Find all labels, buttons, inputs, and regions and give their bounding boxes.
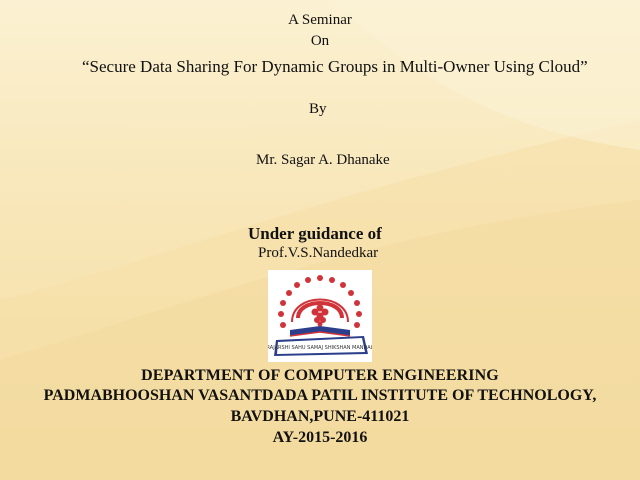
seminar-title: “Secure Data Sharing For Dynamic Groups in Multi-Owner Using Cloud” bbox=[82, 57, 588, 76]
institute-address: BAVDHAN,PUNE-411021 bbox=[230, 408, 410, 425]
guidance-label: Under guidance of bbox=[248, 224, 382, 243]
guide-name: Prof.V.S.Nandedkar bbox=[258, 245, 379, 261]
on-line: On bbox=[310, 33, 330, 49]
academic-year: AY-2015-2016 bbox=[272, 429, 368, 446]
seminar-heading: A Seminar bbox=[288, 12, 352, 28]
presenter-name: Mr. Sagar A. Dhanake bbox=[256, 152, 390, 168]
institute-logo-icon bbox=[268, 270, 372, 362]
department-name: DEPARTMENT OF COMPUTER ENGINEERING bbox=[141, 367, 499, 384]
by-line: By bbox=[309, 101, 327, 117]
logo-banner-text: RAJARSHI SAHU SAMAJ SHIKSHAN MANDAL bbox=[268, 345, 372, 351]
institute-logo bbox=[268, 270, 372, 362]
institute-name: PADMABHOOSHAN VASANTDADA PATIL INSTITUTE OF TECHNOLOGY, bbox=[43, 387, 597, 404]
